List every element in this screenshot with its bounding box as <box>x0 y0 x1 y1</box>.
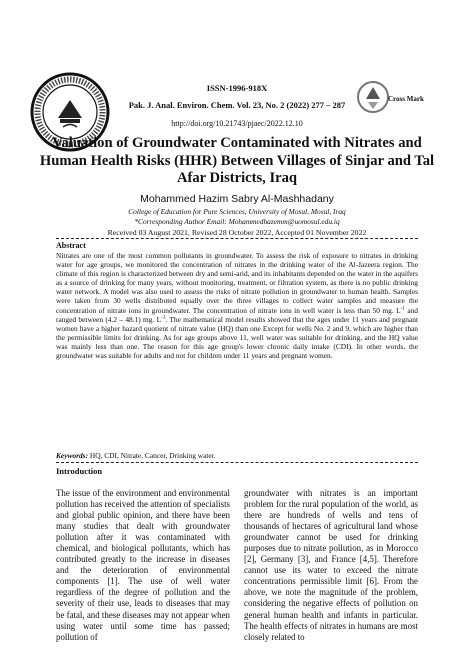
abstract-text: . The mathematical model results showed that the ages under 11 years and pregnant women have a higher hazard quotient of nitrate value (HQ) than one Except for wells No. 2 and 9, which are higher than the permissible limits for drinking. As for age groups above 11, well water was suitable for drinking, and the HQ value was mainly less than one. The reason for this age group's lower chronic daily intake (CDI). In other words, the groundwater was suitable for adults and not for children under 11 years and pregnant women. <box>56 314 418 361</box>
abstract-superscript: -1 <box>161 315 166 321</box>
keywords-line <box>56 451 418 460</box>
doi-link[interactable]: http://doi.org/10.21743/pjaec/2022.12.10 <box>171 119 303 128</box>
abstract-body <box>56 251 418 360</box>
keywords-list: HQ, CDI, Nitrate, Cancer, Drinking water. <box>88 451 216 460</box>
introduction-heading: Introduction <box>56 466 103 476</box>
abstract-top-rule <box>56 238 418 239</box>
abstract-heading: Abstract <box>56 241 86 250</box>
paper-title: Valuation of Groundwater Contaminated with Nitrates and Human Health Risks (HHR) Between Villages of Sinjar and Tal Afar Districts, Iraq <box>39 135 435 186</box>
introduction-right-column: groundwater with nitrates is an important problem for the rural population of the world, as there are hundreds of wells and tens of thousands of hectares of agricultural land whose groundwater cannot be used for drinking purposes due to nitrate pollution, as in Morocco [2], Germany [3], and France [4,5]. Therefore cannot use its water to exceed the nitrate concentrations permissible limit [6]. From the above, we note the magnitude of the problem, considering the negative effects of pollution on general human health and infants in particular. The health effects of nitrates in humans are most closely related to <box>244 488 418 642</box>
received-dates: Received 03 August 2021, Revised 28 October 2022, Accepted 01 November 2022 <box>107 228 367 237</box>
abstract-text: and ranged between (4.2 – 48.1) mg. L <box>56 305 418 324</box>
corresponding-email[interactable]: *Corresponding Author Email: Mohammedhazemm@uomosul.edu.iq <box>134 216 340 226</box>
keywords-label: Keywords: <box>56 451 89 460</box>
author-affiliation <box>0 207 474 226</box>
journal-citation: Pak. J. Anal. Environ. Chem. Vol. 23, No. 2 (2022) 277 – 287 <box>128 100 346 110</box>
author-name: Mohammed Hazim Sabry Al-Mashhadany <box>140 193 334 205</box>
abstract-superscript: -1 <box>400 306 405 312</box>
crossmark-label: Cross Mark <box>388 95 424 103</box>
issn-number: ISSN-1996-918X <box>206 83 268 93</box>
abstract-text: Nitrates are one of the most common pollutants in groundwater. To assess the risk of exposure to nitrates in drinking water for age groups, we monitored the concentration of nitrates in the drinking water of the Al-Jazeera region. The climate of this region is characterized between dry and semi-arid, and its inhabitants depended on the water in the aquifers as a source of drinking for many years, without monitoring, treatment, or filtration system, as there is no public drinking water network. A model was also used to assess the risks of nitrate pollution in groundwater to human health. Samples were taken from 30 wells distributed equally over the three villages to collect water samples and measure the concentration of nitrate ions in groundwater. The concentration of nitrate ions in well water is less than 50 mg. L <box>56 251 418 315</box>
crossmark-icon <box>356 80 390 114</box>
affiliation-line: College of Education for Pure Sciences, University of Mosul, Mosul, Iraq <box>128 207 346 216</box>
abstract-bottom-rule <box>56 462 418 463</box>
introduction-left-column: The issue of the environment and environmental pollution has received the attention of specialists and global public opinion, and there have been many studies that dealt with groundwater pollution after it was contaminated with chemical, and biological pollutants, which has contributed greatly to the increase in diseases and the deterioration of environmental components [1]. The use of well water regardless of the degree of pollution and the severity of their use, leads to diseases that may be fatal, and these diseases may not appear when using water until some time has passed; pollution of <box>56 488 230 642</box>
